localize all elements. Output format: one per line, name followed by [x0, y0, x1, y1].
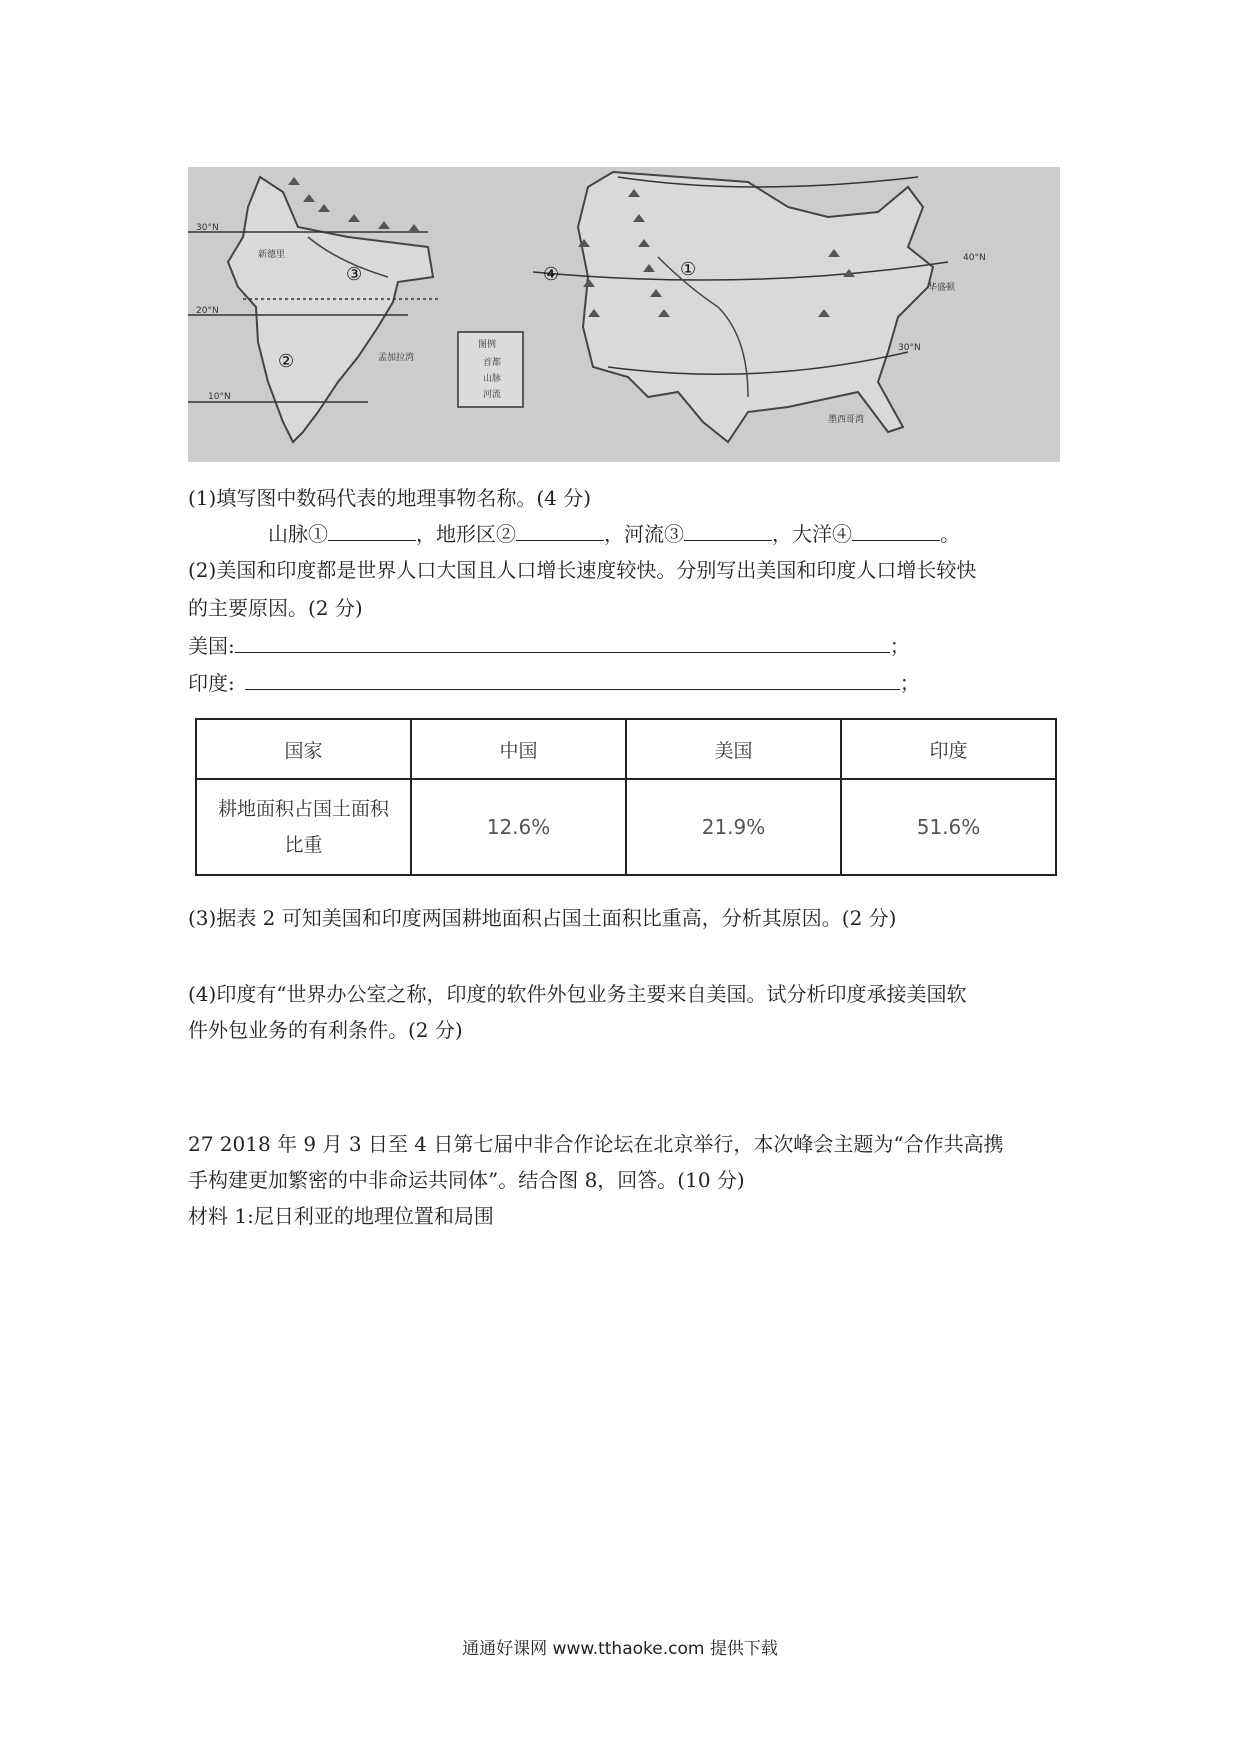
legend-item: 河流 — [483, 390, 502, 400]
blank-1[interactable] — [328, 522, 416, 541]
table-cell-india: 51.6% — [841, 779, 1056, 875]
city-label: 新德里 — [258, 250, 286, 260]
marker-3: ③ — [346, 264, 363, 285]
blank-3[interactable] — [684, 522, 772, 541]
legend-item: 首都 — [483, 358, 502, 368]
lat-label: 30°N — [898, 343, 921, 353]
q3-text: (3)据表 2 可知美国和印度两国耕地面积占国土面积比重高，分析其原因。(2 分) — [188, 906, 897, 930]
q1-label-1: 山脉① — [268, 522, 328, 546]
marker-1: ① — [680, 259, 697, 280]
table-header-row — [196, 719, 1056, 779]
q27-line-1: 27 2018 年 9 月 3 日至 4 日第七届中非合作论坛在北京举行，本次峰会主题为“合作共高携 — [188, 1132, 1004, 1156]
table-header: 印度 — [841, 719, 1056, 779]
q1-end: 。 — [940, 522, 960, 546]
table-cell-usa: 21.9% — [626, 779, 841, 875]
q1-label-3: ，河流③ — [604, 522, 684, 546]
city-label: 华盛顿 — [928, 283, 956, 293]
blank-2[interactable] — [516, 522, 604, 541]
q2-prompt-2: 的主要原因。(2 分) — [188, 596, 363, 620]
footer-text: 通通好课网 www.tthaoke.com 提供下载 — [462, 1639, 778, 1659]
q27-line-2: 手构建更加繁密的中非命运共同体”。结合图 8，回答。(10 分) — [188, 1168, 745, 1192]
india-end: ； — [899, 671, 920, 695]
legend-title: 图例 — [478, 340, 497, 350]
table-header: 国家 — [196, 719, 411, 779]
table-header: 美国 — [626, 719, 841, 779]
q1-label-2: ，地形区② — [416, 522, 516, 546]
q27-line-3: 材料 1:尼日利亚的地理位置和局围 — [188, 1204, 494, 1228]
sea-label: 孟加拉湾 — [378, 353, 415, 363]
table-header: 中国 — [411, 719, 626, 779]
india-label: 印度: — [188, 671, 235, 695]
legend-item: 山脉 — [483, 374, 502, 384]
row-label-line-1: 耕地面积占国土面积 — [217, 798, 389, 820]
q2-india-line — [188, 669, 920, 697]
q1-label-4: ，大洋④ — [772, 522, 852, 546]
usa-label: 美国: — [188, 634, 235, 658]
q2-prompt-1: (2)美国和印度都是世界人口大国且人口增长速度较快。分别写出美国和印度人口增长较快 — [188, 558, 977, 582]
usa-end: ； — [889, 634, 910, 658]
q1-prompt: (1)填写图中数码代表的地理事物名称。(4 分) — [188, 486, 592, 510]
map-figure — [188, 167, 1060, 462]
q4-line-2: 件外包业务的有利条件。(2 分) — [188, 1018, 463, 1042]
lat-label: 40°N — [963, 253, 986, 263]
lat-label: 30°N — [196, 223, 219, 233]
q2-usa-line — [188, 632, 910, 660]
blank-4[interactable] — [852, 522, 940, 541]
table-row — [196, 779, 1056, 875]
row-label-line-2: 比重 — [284, 834, 323, 856]
row-label — [196, 779, 411, 875]
lat-label: 10°N — [208, 392, 231, 402]
q1-blanks — [268, 520, 960, 548]
india-answer-blank[interactable] — [245, 671, 900, 690]
map-svg — [188, 167, 1060, 462]
table-cell-china: 12.6% — [411, 779, 626, 875]
farmland-table — [195, 718, 1057, 876]
sea-label: 墨西哥湾 — [828, 415, 865, 425]
lat-label: 20°N — [196, 306, 219, 316]
marker-2: ② — [278, 351, 295, 372]
marker-4: ④ — [543, 264, 560, 285]
q4-line-1: (4)印度有“世界办公室之称，印度的软件外包业务主要来自美国。试分析印度承接美国软 — [188, 982, 967, 1006]
usa-answer-blank[interactable] — [235, 634, 890, 653]
